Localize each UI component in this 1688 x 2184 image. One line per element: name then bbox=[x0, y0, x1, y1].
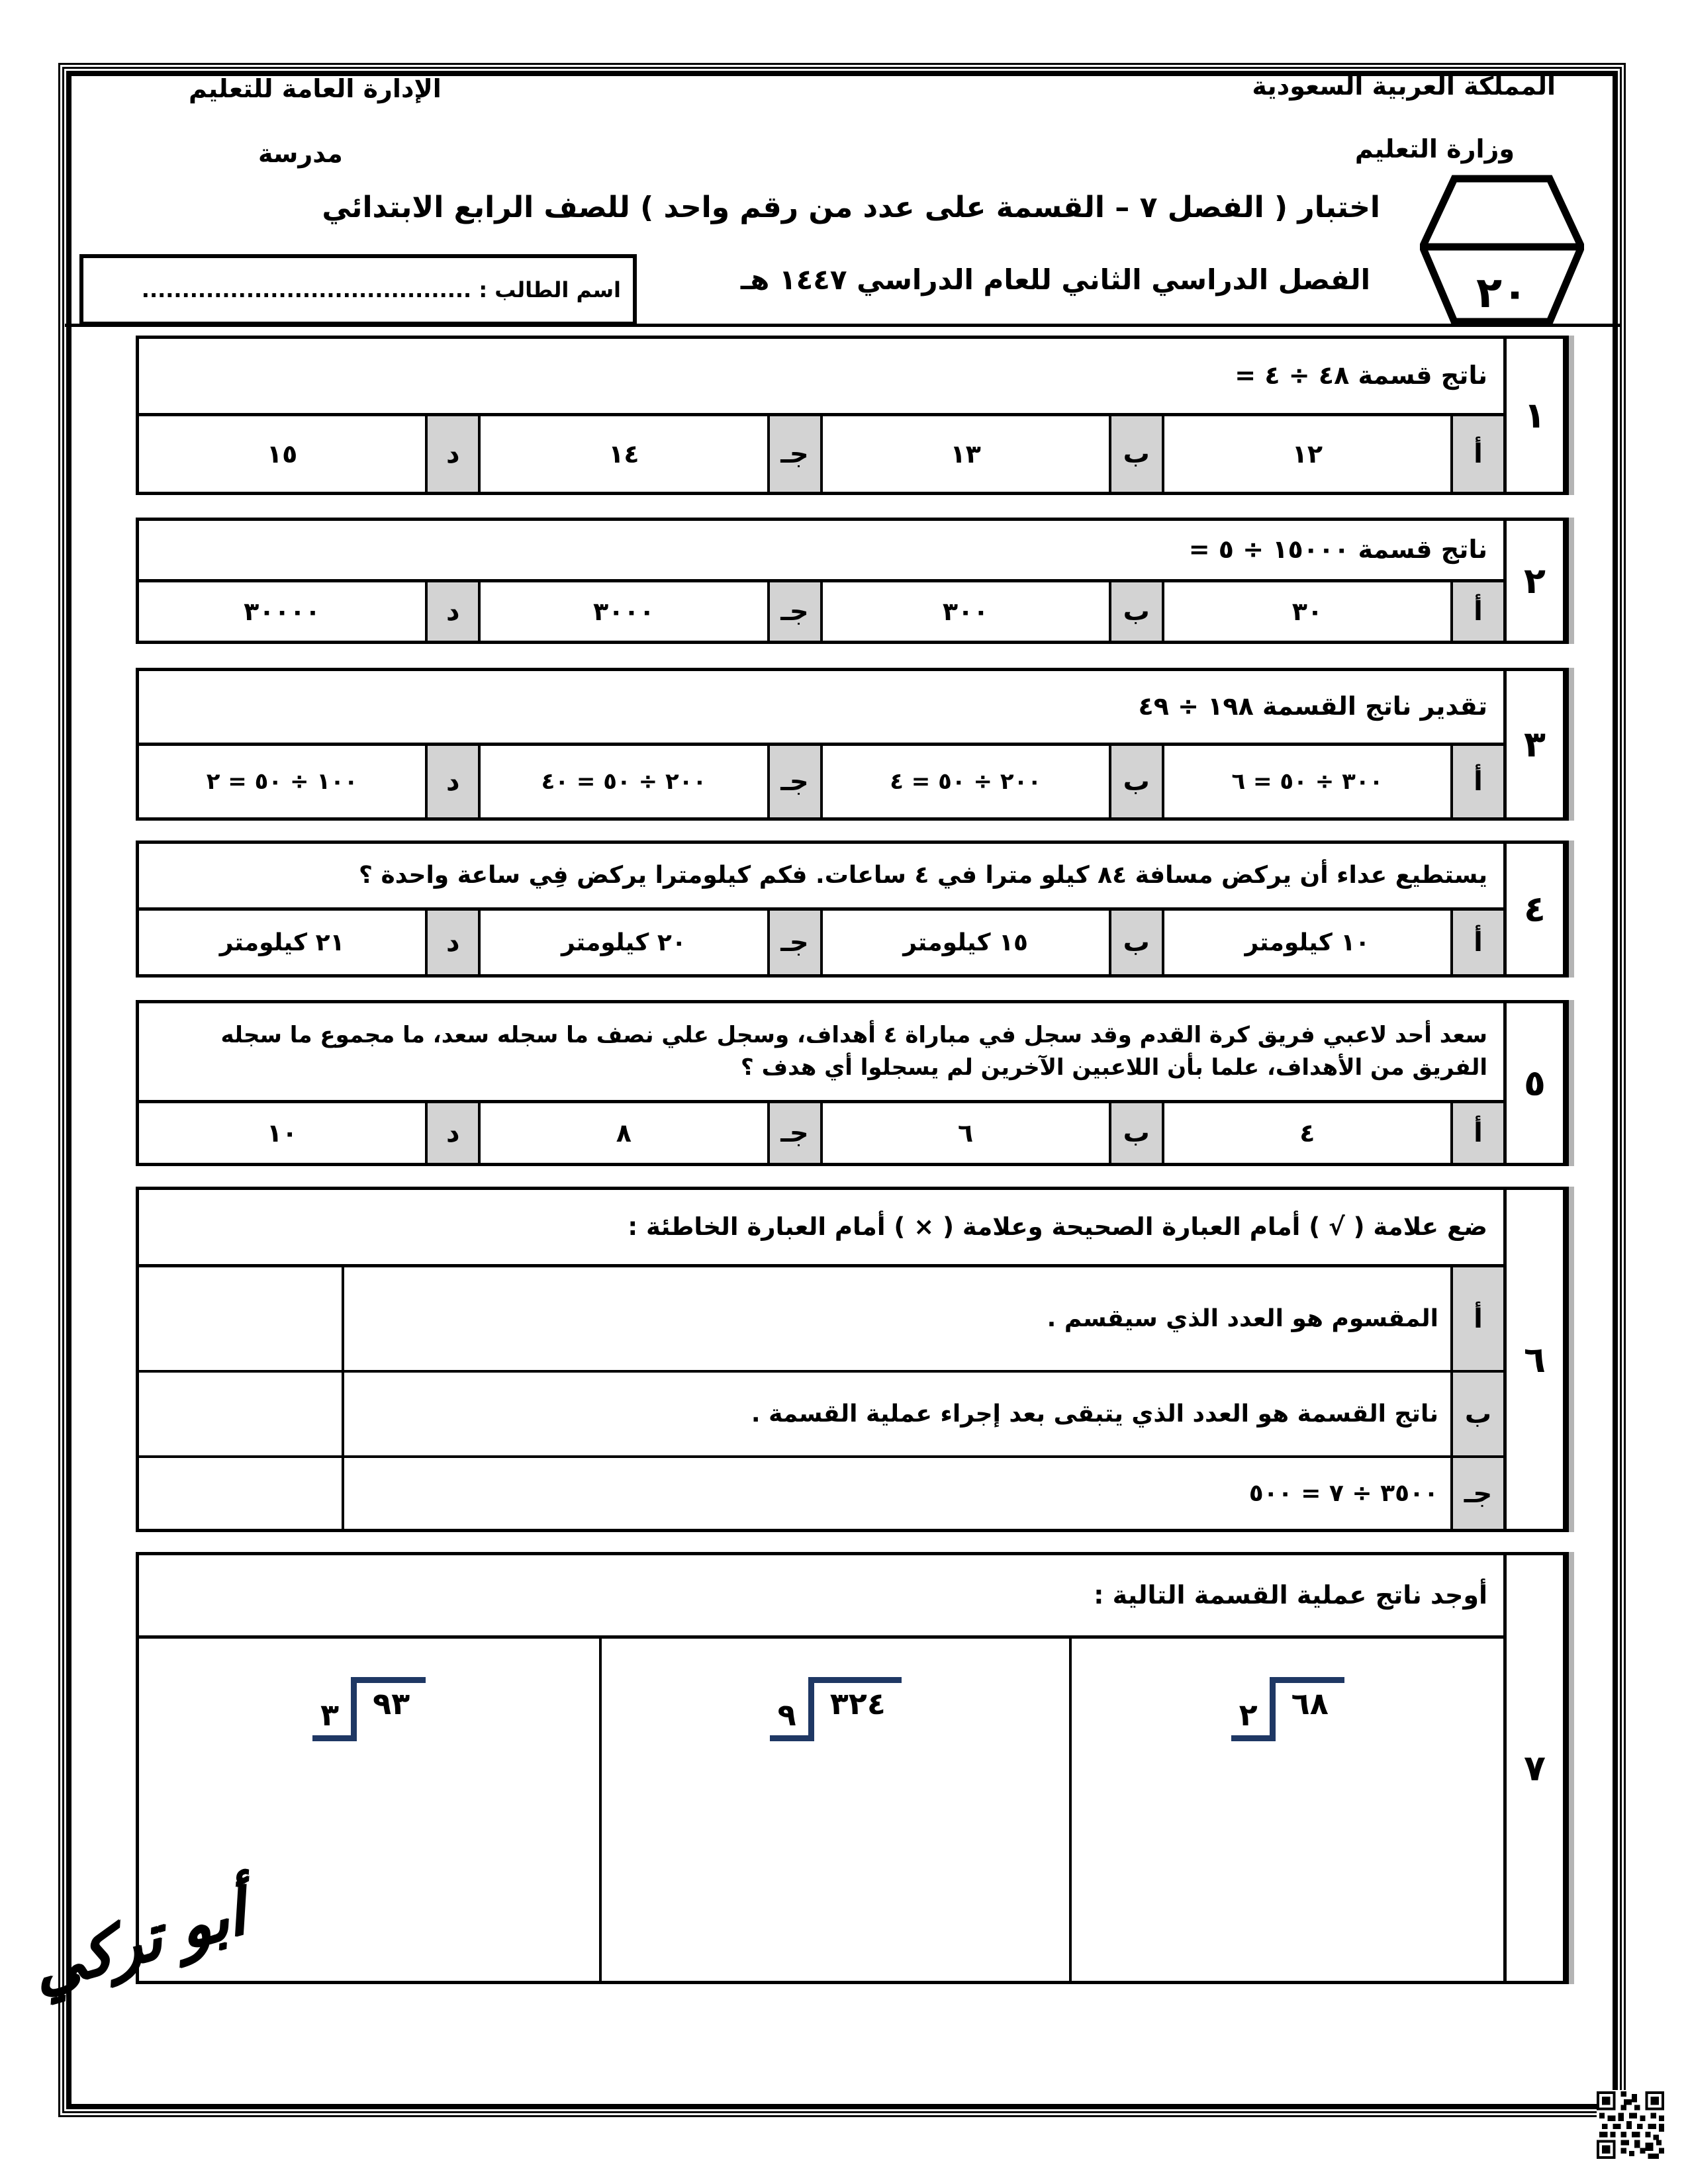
option-value[interactable]: ٦ bbox=[823, 1103, 1111, 1163]
question-1-number: ١ bbox=[1503, 339, 1563, 492]
option-letter: د bbox=[428, 416, 481, 492]
option-letter: أ bbox=[1453, 746, 1503, 817]
option-letter: أ bbox=[1453, 416, 1503, 492]
option-value[interactable]: ١٢ bbox=[1164, 416, 1453, 492]
long-division-bracket bbox=[1231, 1677, 1344, 1741]
option-letter: أ bbox=[1453, 1103, 1503, 1163]
option-letter: أ bbox=[1453, 911, 1503, 974]
question-1-text: ناتج قسمة ٤٨ ÷ ٤ = bbox=[139, 339, 1503, 416]
question-5 bbox=[136, 1000, 1569, 1166]
header-ministry: وزارة التعليم bbox=[1354, 134, 1515, 163]
signature-watermark: أبو تركي bbox=[28, 1876, 250, 2007]
statement-row bbox=[139, 1373, 1503, 1458]
option-value[interactable]: ١٠٠ ÷ ٥٠ = ٢ bbox=[139, 746, 428, 817]
question-6 bbox=[136, 1187, 1569, 1532]
option-letter: جـ bbox=[770, 582, 823, 641]
question-6-text: ضع علامة ( √ ) أمام العبارة الصحيحة وعلامة ( × ) أمام العبارة الخاطئة : bbox=[139, 1190, 1503, 1267]
qr-code bbox=[1597, 2090, 1664, 2160]
dividend: ٩٣ bbox=[351, 1677, 426, 1741]
option-letter: د bbox=[428, 582, 481, 641]
header-kingdom: المملكة العربية السعودية bbox=[1252, 71, 1556, 101]
long-division-bracket bbox=[312, 1677, 426, 1741]
question-4-text: يستطيع عداء أن يركض مسافة ٨٤ كيلو مترا في ٤ ساعات. فكم كيلومترا يركض فِي ساعة واحدة ؟ bbox=[139, 844, 1503, 911]
statement-row bbox=[139, 1458, 1503, 1529]
statement-text: ناتج القسمة هو العدد الذي يتبقى بعد إجراء عملية القسمة . bbox=[344, 1373, 1453, 1455]
option-value[interactable]: ١٤ bbox=[481, 416, 769, 492]
option-letter: ب bbox=[1111, 746, 1164, 817]
question-4-options bbox=[139, 911, 1503, 974]
question-5-text: سعد أحد لاعبي فريق كرة القدم وقد سجل في مباراة ٤ أهداف، وسجل علي نصف ما سجله سعد، ما مجموع ما سجله الفريق من الأهداف، علما بأن اللاعبين الآخرين لم يسجلوا أي هدف ؟ bbox=[139, 1003, 1503, 1103]
statement-letter: جـ bbox=[1453, 1458, 1503, 1529]
option-value[interactable]: ٢٠٠ ÷ ٥٠ = ٤٠ bbox=[481, 746, 769, 817]
division-problem-cell[interactable] bbox=[1072, 1639, 1503, 1981]
statement-letter: ب bbox=[1453, 1373, 1503, 1455]
option-letter: ب bbox=[1111, 416, 1164, 492]
total-mark-value: ٢٠ bbox=[1476, 269, 1528, 318]
divisor: ٢ bbox=[1231, 1677, 1270, 1741]
statement-row bbox=[139, 1267, 1503, 1373]
option-value[interactable]: ٢١ كيلومتر bbox=[139, 911, 428, 974]
option-value[interactable]: ٢٠٠ ÷ ٥٠ = ٤ bbox=[823, 746, 1111, 817]
option-value[interactable]: ٣٠٠٠٠ bbox=[139, 582, 428, 641]
option-value[interactable]: ٣٠ bbox=[1164, 582, 1453, 641]
student-name-label: اسم الطالب : ......................................... bbox=[141, 277, 621, 302]
dividend: ٣٢٤ bbox=[808, 1677, 902, 1741]
question-2-number: ٢ bbox=[1503, 521, 1563, 641]
option-value[interactable]: ٢٠ كيلومتر bbox=[481, 911, 769, 974]
option-value[interactable]: ٨ bbox=[481, 1103, 769, 1163]
question-3 bbox=[136, 668, 1569, 821]
question-3-text: تقدير ناتج القسمة ١٩٨ ÷ ٤٩ bbox=[139, 671, 1503, 746]
header-admin: الإدارة العامة للتعليم bbox=[189, 74, 442, 103]
statement-answer-cell[interactable] bbox=[139, 1267, 344, 1370]
question-3-number: ٣ bbox=[1503, 671, 1563, 817]
total-mark-badge bbox=[1420, 175, 1584, 326]
student-name-field[interactable] bbox=[79, 254, 637, 326]
divisor: ٩ bbox=[770, 1677, 808, 1741]
option-letter: جـ bbox=[770, 416, 823, 492]
option-value[interactable]: ١٣ bbox=[823, 416, 1111, 492]
statement-answer-cell[interactable] bbox=[139, 1373, 344, 1455]
question-3-options bbox=[139, 746, 1503, 817]
option-letter: جـ bbox=[770, 911, 823, 974]
option-letter: ب bbox=[1111, 1103, 1164, 1163]
question-4 bbox=[136, 841, 1569, 978]
divisor: ٣ bbox=[312, 1677, 351, 1741]
option-value[interactable]: ١٠ bbox=[139, 1103, 428, 1163]
option-letter: د bbox=[428, 911, 481, 974]
statement-letter: أ bbox=[1453, 1267, 1503, 1370]
option-value[interactable]: ٣٠٠ ÷ ٥٠ = ٦ bbox=[1164, 746, 1453, 817]
division-problem-cell[interactable] bbox=[602, 1639, 1072, 1981]
option-letter: جـ bbox=[770, 746, 823, 817]
option-value[interactable]: ٤ bbox=[1164, 1103, 1453, 1163]
statement-text: المقسوم هو العدد الذي سيقسم . bbox=[344, 1267, 1453, 1370]
option-letter: أ bbox=[1453, 582, 1503, 641]
question-6-number: ٦ bbox=[1503, 1190, 1563, 1529]
header-divider bbox=[65, 324, 1622, 327]
option-letter: جـ bbox=[770, 1103, 823, 1163]
option-value[interactable]: ٣٠٠٠ bbox=[481, 582, 769, 641]
statement-answer-cell[interactable] bbox=[139, 1458, 344, 1529]
option-letter: ب bbox=[1111, 582, 1164, 641]
exam-term: الفصل الدراسي الثاني للعام الدراسي ١٤٤٧ هـ bbox=[740, 263, 1370, 296]
option-value[interactable]: ١٥ bbox=[139, 416, 428, 492]
division-work-area bbox=[139, 1639, 1503, 1981]
option-letter: د bbox=[428, 1103, 481, 1163]
question-7 bbox=[136, 1552, 1569, 1984]
option-value[interactable]: ١٠ كيلومتر bbox=[1164, 911, 1453, 974]
question-7-number: ٧ bbox=[1503, 1555, 1563, 1981]
question-2-text: ناتج قسمة ١٥٠٠٠ ÷ ٥ = bbox=[139, 521, 1503, 582]
statement-text: ٣٥٠٠ ÷ ٧ = ٥٠٠ bbox=[344, 1458, 1453, 1529]
question-1 bbox=[136, 336, 1569, 495]
option-letter: ب bbox=[1111, 911, 1164, 974]
long-division-bracket bbox=[770, 1677, 902, 1741]
exam-title: اختبار ( الفصل ٧ – القسمة على عدد من رقم واحد ) للصف الرابع الابتدائي bbox=[322, 191, 1380, 224]
question-4-number: ٤ bbox=[1503, 844, 1563, 974]
dividend: ٦٨ bbox=[1270, 1677, 1344, 1741]
question-1-options bbox=[139, 416, 1503, 492]
option-letter: د bbox=[428, 746, 481, 817]
question-2-options bbox=[139, 582, 1503, 641]
question-5-options bbox=[139, 1103, 1503, 1163]
question-5-number: ٥ bbox=[1503, 1003, 1563, 1163]
header-school: مدرسة bbox=[258, 139, 343, 168]
option-value[interactable]: ١٥ كيلومتر bbox=[823, 911, 1111, 974]
option-value[interactable]: ٣٠٠ bbox=[823, 582, 1111, 641]
question-7-text: أوجد ناتج عملية القسمة التالية : bbox=[139, 1555, 1503, 1639]
question-2 bbox=[136, 518, 1569, 644]
